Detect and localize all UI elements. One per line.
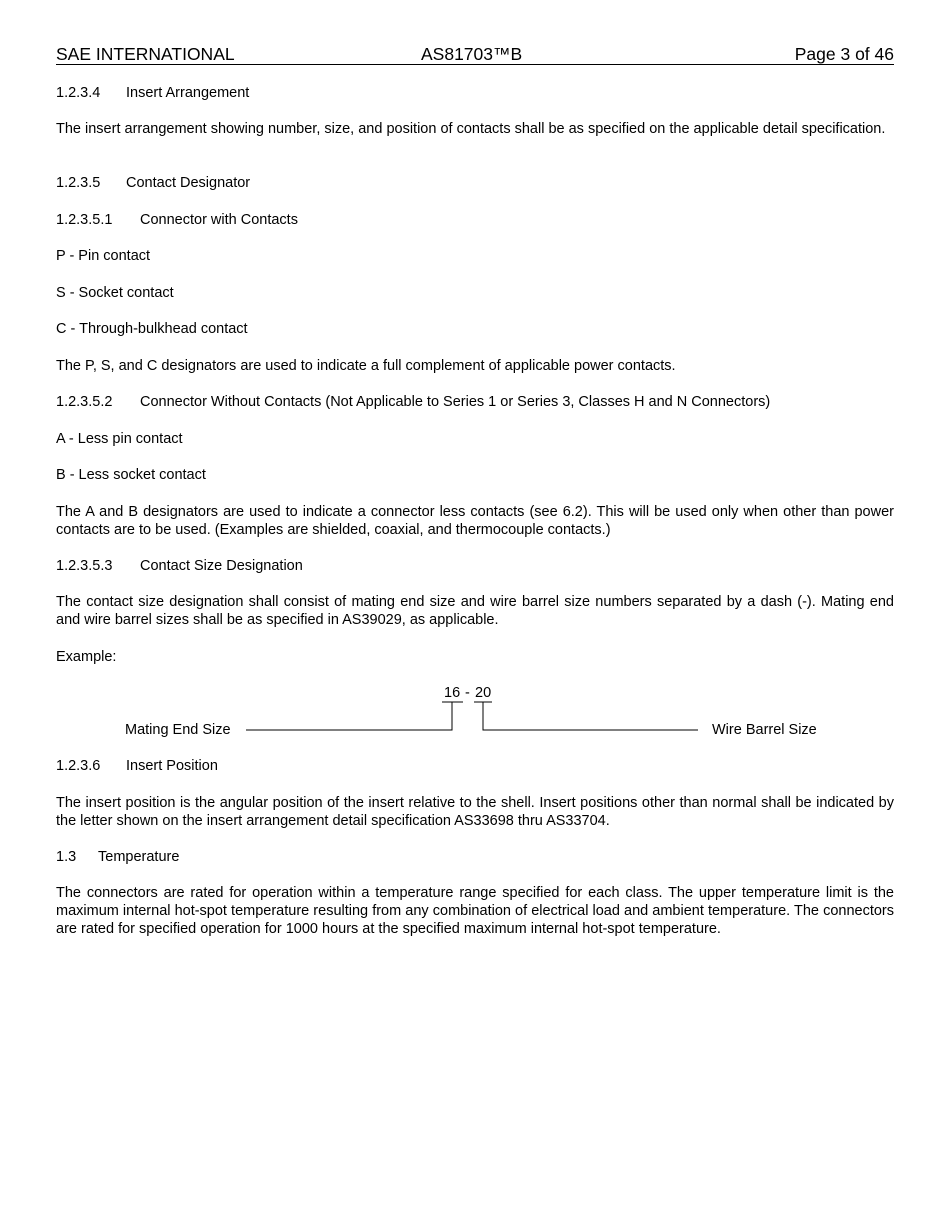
insert-position-paragraph: The insert position is the angular position of the insert relative to the shell. Insert positions other than normal shall be indicated by the letter shown on the insert arrangement detail specification AS33698 thru AS33704. xyxy=(56,795,894,829)
section-1-3-heading xyxy=(56,848,894,866)
section-title: Insert Position xyxy=(126,758,218,774)
size-separator-dash: - xyxy=(465,685,470,701)
example-label: Example: xyxy=(56,649,117,665)
barrel-size-value: 20 xyxy=(475,685,492,701)
section-number: 1.2.3.5 xyxy=(56,175,101,191)
header-page-number: Page 3 of 46 xyxy=(794,44,894,64)
section-title: Connector with Contacts xyxy=(140,212,298,228)
section-1-2-3-5-2-heading xyxy=(56,393,894,411)
section-number: 1.2.3.5.2 xyxy=(56,394,113,410)
mating-size-value: 16 xyxy=(444,685,461,701)
section-number: 1.3 xyxy=(56,849,77,865)
section-number: 1.2.3.5.1 xyxy=(56,212,113,228)
contact-size-paragraph: The contact size designation shall consist of mating end size and wire barrel size numbers separated by a dash (-). Mating end and wire barrel sizes shall be as specified in AS39029, as applicable. xyxy=(56,594,894,628)
designator-item-s: S - Socket contact xyxy=(56,285,174,301)
mating-end-size-label: Mating End Size xyxy=(125,722,231,738)
section-title: Insert Arrangement xyxy=(126,85,250,101)
psc-designators-paragraph: The P, S, and C designators are used to indicate a full complement of applicable power contacts. xyxy=(56,358,676,374)
wire-barrel-size-label: Wire Barrel Size xyxy=(712,722,817,738)
section-title: Temperature xyxy=(98,849,180,865)
header-org: SAE INTERNATIONAL xyxy=(56,44,235,64)
header-doc-id: AS81703™B xyxy=(421,44,523,64)
designator-item-a: A - Less pin contact xyxy=(56,431,183,447)
insert-arrangement-paragraph: The insert arrangement showing number, size, and position of contacts shall be as specified on the applicable detail specification. xyxy=(56,121,886,137)
section-title: Contact Size Designation xyxy=(140,558,303,574)
page-header xyxy=(56,44,894,65)
designator-item-p: P - Pin contact xyxy=(56,248,151,264)
section-1-2-3-6-heading xyxy=(56,757,894,775)
section-title: Connector Without Contacts (Not Applicable to Series 1 or Series 3, Classes H and N Connectors) xyxy=(140,394,771,410)
designator-item-c: C - Through-bulkhead contact xyxy=(56,321,248,337)
mating-leader-line xyxy=(246,702,452,730)
section-1-2-3-5-1-heading xyxy=(56,211,894,229)
designator-item-b: B - Less socket contact xyxy=(56,467,206,483)
section-1-2-3-4-heading xyxy=(56,84,894,102)
section-title: Contact Designator xyxy=(126,175,251,191)
ab-designators-paragraph: The A and B designators are used to indicate a connector less contacts (see 6.2). This will be used only when other than power contacts are to be used. (Examples are shielded, coaxial, and thermocouple contacts.) xyxy=(56,504,894,538)
section-number: 1.2.3.6 xyxy=(56,758,101,774)
section-number: 1.2.3.4 xyxy=(56,85,101,101)
section-1-2-3-5-3-heading xyxy=(56,557,894,575)
section-number: 1.2.3.5.3 xyxy=(56,558,113,574)
section-1-2-3-5-heading xyxy=(56,174,894,192)
barrel-leader-line xyxy=(483,702,698,730)
temperature-paragraph: The connectors are rated for operation within a temperature range specified for each class. The upper temperature limit is the maximum internal hot-spot temperature resulting from any combination of electrical load and ambient temperature. The connectors are rated for specified operation for 1000 hours at the specified maximum internal hot-spot temperature. xyxy=(56,885,894,937)
